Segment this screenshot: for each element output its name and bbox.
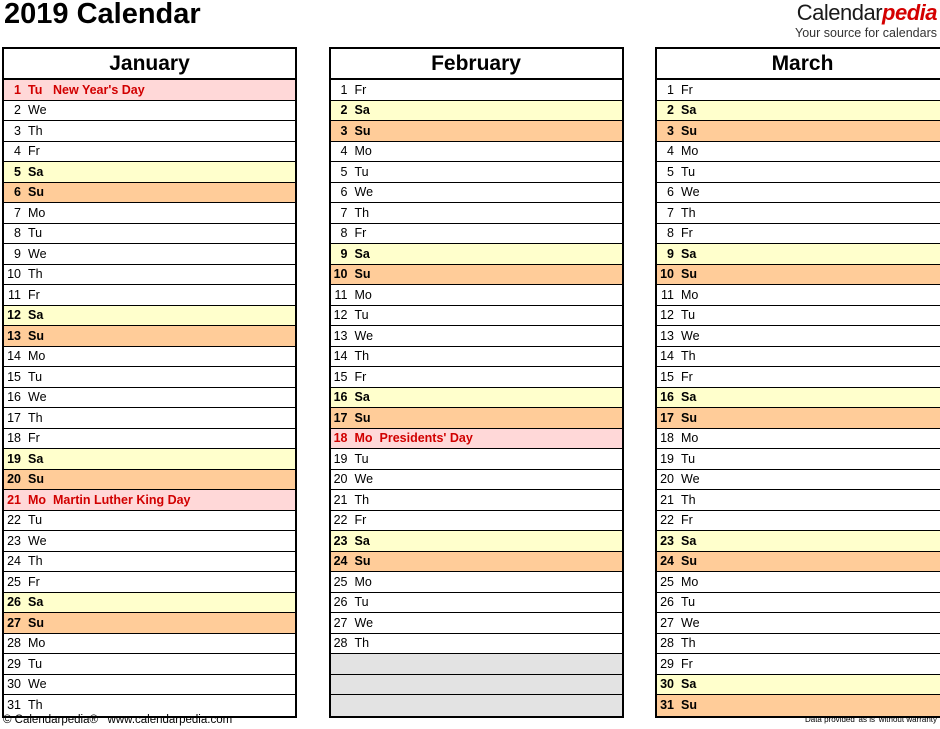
day-row [4,306,295,327]
weekday-abbr: Mo [354,287,372,302]
weekday-abbr: We [28,533,47,548]
day-number: 20 [7,472,21,486]
day-row [331,388,622,409]
day-number: 2 [340,103,348,117]
day-row [657,634,940,655]
day-row [331,613,622,634]
page-title: 2019 Calendar [4,0,201,30]
weekday-abbr: Sa [681,390,697,404]
day-number: 1 [340,82,348,97]
weekday-abbr: Su [28,185,44,199]
weekday-abbr: Tu [354,308,369,322]
day-number: 25 [333,574,348,589]
day-row [657,285,940,306]
month-column [2,47,297,718]
day-row [4,367,295,388]
day-number: 24 [7,554,21,568]
day-row [4,470,295,491]
weekday-abbr: Mo [681,574,699,589]
day-row [331,593,622,614]
day-number: 19 [333,451,348,466]
day-row [331,224,622,245]
month-title: February [331,49,622,80]
weekday-abbr: Sa [354,246,370,261]
day-row [4,695,295,716]
weekday-abbr: Tu [28,369,43,384]
empty-row [331,654,622,675]
day-row [657,572,940,593]
day-number: 1 [14,82,21,97]
disclaimer-text: Data provided 'as is' without warranty [804,715,937,724]
weekday-abbr: We [681,185,700,199]
day-row [657,388,940,409]
day-row [657,408,940,429]
weekday-abbr: Sa [681,103,697,117]
day-number: 5 [667,164,674,179]
day-number: 7 [14,205,21,220]
day-number: 5 [14,164,21,179]
day-row [657,224,940,245]
day-row [657,80,940,101]
day-row [4,121,295,142]
holiday-label: Presidents' Day [379,431,473,445]
logo-wordmark [795,2,937,24]
day-number: 27 [333,615,348,630]
weekday-abbr: Mo [28,349,46,363]
weekday-abbr: Th [28,554,43,568]
holiday-label: New Year's Day [53,82,145,97]
day-number: 24 [333,554,348,568]
calendarpedia-logo [795,2,937,40]
day-row [4,531,295,552]
day-number: 3 [14,123,21,138]
day-row [331,470,622,491]
weekday-abbr: Th [681,492,696,507]
copyright-footer: © Calendarpedia® www.calendarpedia.com [3,714,233,726]
weekday-abbr: Th [354,205,370,220]
weekday-abbr: Th [28,698,43,712]
day-number: 3 [340,123,348,138]
day-number: 18 [660,431,674,445]
day-row [4,449,295,470]
day-row [331,531,622,552]
day-number: 30 [7,677,21,691]
weekday-abbr: We [28,390,47,404]
day-number: 19 [7,451,21,466]
day-number: 9 [340,246,348,261]
day-number: 12 [7,308,21,322]
weekday-abbr: Sa [28,595,44,609]
weekday-abbr: Fr [681,513,693,527]
weekday-abbr: Th [28,267,43,281]
day-number: 29 [7,656,21,671]
day-number: 10 [660,267,674,281]
day-row [657,593,940,614]
weekday-abbr: Su [681,123,697,138]
day-number: 14 [660,349,674,363]
day-row [331,326,622,347]
day-row [657,470,940,491]
day-row [657,347,940,368]
day-number: 21 [660,492,674,507]
weekday-abbr: Su [681,410,697,425]
day-row [4,142,295,163]
weekday-abbr: Fr [681,226,693,240]
day-number: 16 [333,390,348,404]
logo-text-calendar: Calendar [796,0,883,25]
day-number: 7 [667,205,674,220]
day-row [4,285,295,306]
weekday-abbr: Fr [354,513,367,527]
day-number: 11 [8,287,21,302]
day-row [657,613,940,634]
day-number: 29 [660,656,674,671]
calendar-columns [2,47,940,718]
day-number: 20 [333,472,348,486]
day-row [4,654,295,675]
weekday-abbr: Tu [681,164,696,179]
weekday-abbr: Mo [681,144,699,158]
weekday-abbr: Th [681,636,696,650]
weekday-abbr: Su [354,410,371,425]
weekday-abbr: We [28,246,47,261]
weekday-abbr: Tu [28,226,43,240]
empty-row [331,695,622,716]
day-row [4,224,295,245]
day-number: 25 [660,574,674,589]
day-number: 13 [7,328,21,343]
weekday-abbr: Th [354,349,370,363]
day-row [331,265,622,286]
weekday-abbr: Fr [354,82,367,97]
day-row [657,326,940,347]
day-row [331,101,622,122]
weekday-abbr: Th [681,205,696,220]
day-row [331,511,622,532]
day-number: 28 [333,636,348,650]
day-row [657,531,940,552]
day-number: 15 [7,369,21,384]
weekday-abbr: Th [354,492,370,507]
day-row [331,634,622,655]
day-number: 15 [333,369,348,384]
day-number: 9 [14,246,21,261]
day-row [657,511,940,532]
day-row [4,203,295,224]
month-column [655,47,940,718]
day-number: 10 [333,267,348,281]
day-number: 23 [333,533,348,548]
day-number: 10 [7,267,21,281]
day-number: 8 [667,226,674,240]
day-number: 27 [7,615,21,630]
day-row [4,490,295,511]
day-number: 11 [334,287,348,302]
weekday-abbr: Sa [681,533,697,548]
day-number: 2 [14,103,21,117]
weekday-abbr: We [681,328,700,343]
day-number: 6 [667,185,674,199]
day-number: 16 [7,390,21,404]
day-number: 22 [660,513,674,527]
weekday-abbr: Mo [28,492,47,507]
day-row [657,121,940,142]
day-row [657,265,940,286]
day-number: 6 [14,185,21,199]
day-row [4,593,295,614]
weekday-abbr: Fr [28,144,40,158]
day-row [4,265,295,286]
day-row [657,654,940,675]
day-number: 22 [7,513,21,527]
weekday-abbr: Sa [354,533,370,548]
logo-tagline: Your source for calendars [795,26,937,40]
day-number: 5 [340,164,348,179]
day-number: 1 [667,82,674,97]
day-number: 31 [660,698,674,712]
weekday-abbr: Su [354,123,371,138]
day-row [331,285,622,306]
day-number: 20 [660,472,674,486]
weekday-abbr: Su [681,554,697,568]
month-column [329,47,624,718]
weekday-abbr: Th [354,636,370,650]
day-number: 12 [333,308,348,322]
day-number: 22 [333,513,348,527]
day-row [4,326,295,347]
day-row [4,244,295,265]
day-row [331,162,622,183]
day-number: 14 [7,349,21,363]
month-title: March [657,49,940,80]
day-number: 21 [333,492,348,507]
weekday-abbr: Su [354,267,371,281]
weekday-abbr: Tu [681,308,696,322]
weekday-abbr: Tu [354,164,369,179]
weekday-abbr: Sa [354,390,370,404]
month-title: January [4,49,295,80]
day-row [657,429,940,450]
day-number: 21 [7,492,21,507]
day-number: 11 [661,287,674,302]
weekday-abbr: Mo [354,144,372,158]
day-row [331,183,622,204]
day-row [4,634,295,655]
weekday-abbr: Fr [681,656,693,671]
day-row [331,367,622,388]
day-number: 28 [660,636,674,650]
weekday-abbr: Tu [28,656,43,671]
day-number: 4 [667,144,674,158]
weekday-abbr: Sa [354,103,370,117]
day-row [657,367,940,388]
weekday-abbr: Su [28,615,44,630]
day-row [657,675,940,696]
day-row [657,101,940,122]
weekday-abbr: Mo [354,574,372,589]
day-row [657,162,940,183]
weekday-abbr: Fr [28,574,40,589]
day-row [331,490,622,511]
day-row [331,142,622,163]
weekday-abbr: Tu [681,451,696,466]
weekday-abbr: Tu [681,595,696,609]
empty-row [331,675,622,696]
day-row [657,695,940,716]
weekday-abbr: Tu [28,513,43,527]
logo-text-pedia: pedia [882,0,937,25]
day-number: 13 [660,328,674,343]
weekday-abbr: Su [28,328,44,343]
day-number: 23 [660,533,674,548]
weekday-abbr: Mo [28,636,46,650]
day-number: 3 [667,123,674,138]
day-number: 30 [660,677,674,691]
day-number: 19 [660,451,674,466]
day-number: 28 [7,636,21,650]
weekday-abbr: We [28,103,47,117]
day-row [657,183,940,204]
day-row [331,203,622,224]
day-row [4,80,295,101]
weekday-abbr: Fr [354,226,367,240]
weekday-abbr: Sa [681,677,697,691]
weekday-abbr: Sa [28,308,44,322]
weekday-abbr: Fr [354,369,367,384]
day-number: 25 [7,574,21,589]
weekday-abbr: We [354,328,374,343]
holiday-label: Martin Luther King Day [53,492,191,507]
day-number: 24 [660,554,674,568]
weekday-abbr: Fr [28,431,40,445]
day-number: 17 [333,410,348,425]
day-number: 15 [660,369,674,384]
weekday-abbr: Sa [28,164,44,179]
day-row [657,244,940,265]
day-row [4,511,295,532]
day-number: 13 [333,328,348,343]
day-row [331,306,622,327]
day-number: 4 [340,144,348,158]
day-row [331,347,622,368]
day-row [4,347,295,368]
weekday-abbr: Th [28,123,43,138]
day-number: 14 [333,349,348,363]
day-row [331,244,622,265]
day-number: 27 [660,615,674,630]
day-number: 7 [340,205,348,220]
day-number: 26 [660,595,674,609]
weekday-abbr: Fr [28,287,40,302]
day-row [657,490,940,511]
day-number: 31 [7,698,21,712]
day-number: 23 [7,533,21,548]
weekday-abbr: Tu [28,82,43,97]
day-row [331,429,622,450]
weekday-abbr: Sa [28,451,44,466]
weekday-abbr: Su [28,472,44,486]
weekday-abbr: Tu [354,595,369,609]
day-row [657,552,940,573]
day-row [331,408,622,429]
day-row [4,675,295,696]
day-number: 12 [660,308,674,322]
day-row [657,142,940,163]
day-row [331,449,622,470]
weekday-abbr: Th [681,349,696,363]
day-row [657,306,940,327]
weekday-abbr: We [354,615,374,630]
day-row [4,429,295,450]
day-number: 8 [340,226,348,240]
weekday-abbr: Tu [354,451,369,466]
day-row [4,572,295,593]
weekday-abbr: Su [354,554,371,568]
day-number: 8 [14,226,21,240]
weekday-abbr: Mo [354,431,373,445]
day-row [4,183,295,204]
day-number: 9 [667,246,674,261]
weekday-abbr: Mo [681,431,699,445]
weekday-abbr: Su [681,267,697,281]
day-row [331,80,622,101]
weekday-abbr: Fr [681,369,693,384]
day-number: 17 [7,410,21,425]
weekday-abbr: Mo [681,287,699,302]
day-row [4,388,295,409]
weekday-abbr: Su [681,698,697,712]
day-row [4,101,295,122]
day-row [4,552,295,573]
day-row [4,408,295,429]
day-number: 26 [7,595,21,609]
day-row [657,449,940,470]
day-row [4,613,295,634]
weekday-abbr: Mo [28,205,46,220]
weekday-abbr: We [354,185,374,199]
day-number: 26 [333,595,348,609]
day-number: 16 [660,390,674,404]
weekday-abbr: Fr [681,82,693,97]
day-number: 4 [14,144,21,158]
day-number: 18 [7,431,21,445]
weekday-abbr: We [681,472,700,486]
day-number: 2 [667,103,674,117]
weekday-abbr: Sa [681,246,697,261]
day-row [331,572,622,593]
day-number: 6 [340,185,348,199]
weekday-abbr: We [354,472,374,486]
day-row [331,552,622,573]
day-number: 18 [333,431,348,445]
weekday-abbr: We [681,615,700,630]
day-row [4,162,295,183]
weekday-abbr: Th [28,410,43,425]
weekday-abbr: We [28,677,47,691]
day-row [331,121,622,142]
day-number: 17 [660,410,674,425]
day-row [657,203,940,224]
